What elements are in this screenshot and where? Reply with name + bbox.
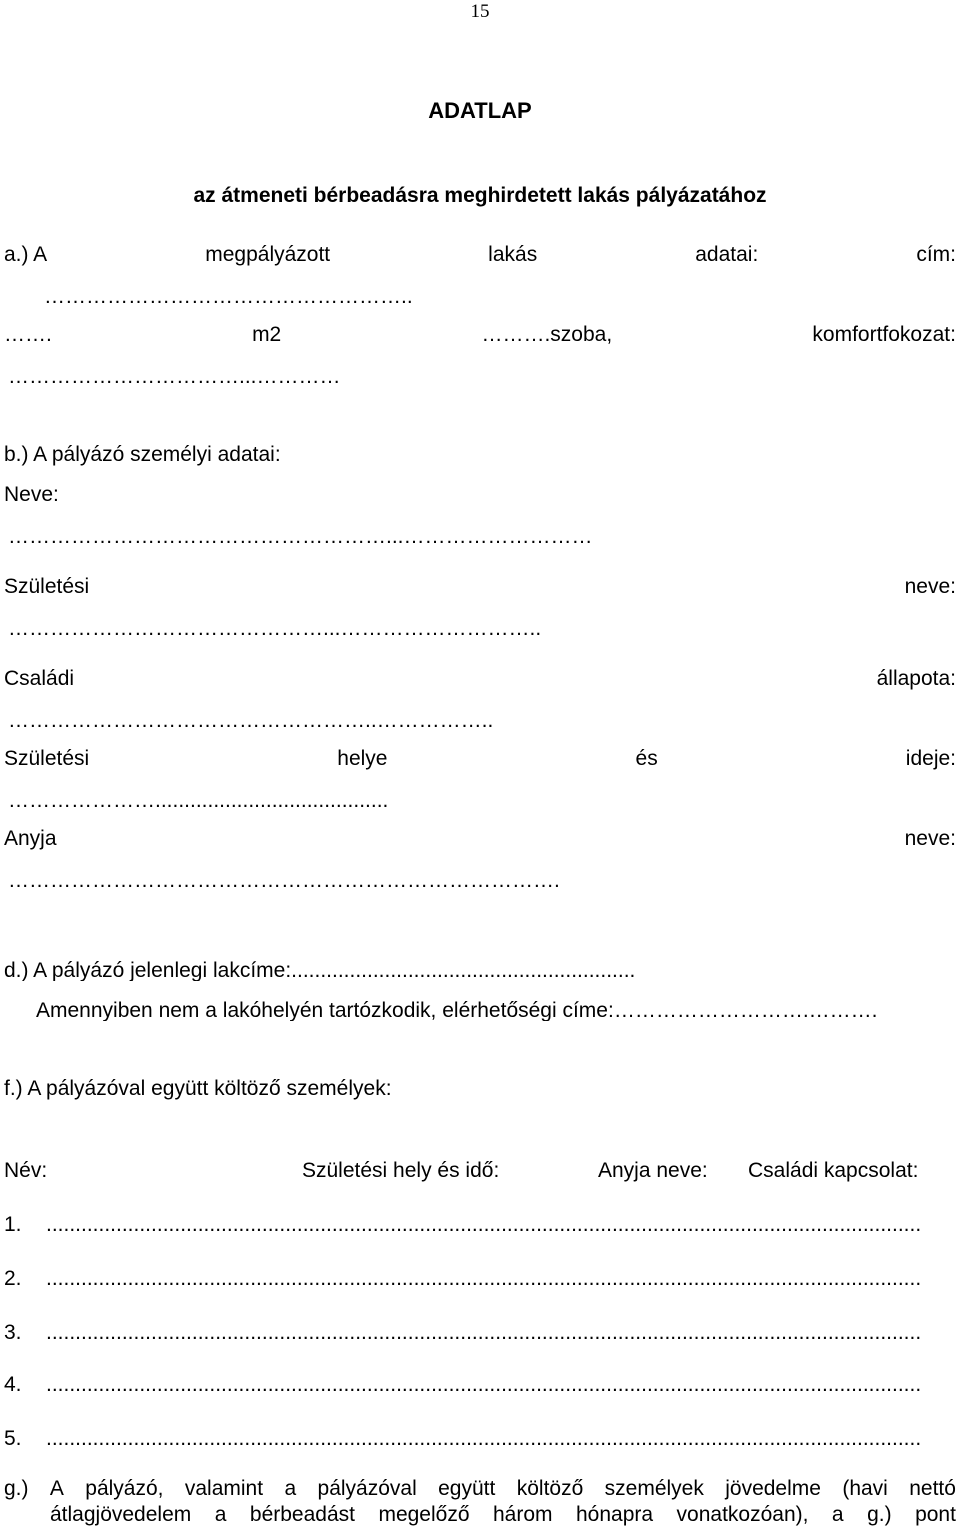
section-a-word: adatai:: [695, 243, 759, 266]
section-b-heading: b.) A pályázó személyi adatai:: [4, 443, 281, 466]
section-g-word: A: [49, 1477, 64, 1500]
person-row[interactable]: [4, 1428, 952, 1449]
marital-status-fill-line[interactable]: ……………………………………………..……………..: [8, 710, 494, 731]
mother-name-label-end: neve:: [904, 827, 956, 850]
marital-status-line: [4, 668, 956, 689]
section-g-word: a: [831, 1503, 844, 1526]
marital-status-label-end: állapota:: [876, 667, 956, 690]
row-fill[interactable]: ......................................................................................................................................................: [46, 1322, 922, 1343]
section-g-word: nettó: [909, 1477, 956, 1500]
row-fill[interactable]: ......................................................................................................................................................: [46, 1428, 922, 1449]
row-fill[interactable]: ......................................................................................................................................................: [46, 1214, 922, 1235]
section-g-word: költöző: [516, 1477, 584, 1500]
birth-place-word: Születési: [4, 747, 90, 770]
current-address-line[interactable]: d.) A pályázó jelenlegi lakcíme:...........................................................: [4, 960, 636, 981]
section-a-word: a.) A: [4, 243, 48, 266]
birth-place-word: helye: [337, 747, 388, 770]
section-g-line-2: [50, 1504, 956, 1525]
page-number: 15: [470, 1, 490, 22]
section-g-word: pont: [915, 1503, 956, 1526]
section-g-word: jövedelme: [725, 1477, 821, 1500]
section-a-word: cím:: [916, 243, 956, 266]
section-g-word: együtt: [438, 1477, 496, 1500]
column-header-birth: Születési hely és idő:: [302, 1159, 500, 1182]
mother-name-fill-line[interactable]: …………………………………………………………………….: [8, 870, 560, 891]
mother-name-line: [4, 828, 956, 849]
column-header-mother: Anyja neve:: [598, 1159, 708, 1182]
name-label: Neve:: [4, 483, 59, 506]
person-row[interactable]: [4, 1322, 952, 1343]
row-number: 5.: [4, 1428, 22, 1449]
column-header-relation: Családi kapcsolat:: [748, 1159, 919, 1182]
section-g-word: a: [214, 1503, 227, 1526]
comfort-label: komfortfokozat:: [812, 323, 956, 346]
row-number: 1.: [4, 1214, 22, 1235]
section-a-word: megpályázott: [205, 243, 331, 266]
section-g-word: g.): [867, 1503, 892, 1526]
section-g-word: pályázó,: [85, 1477, 164, 1500]
section-a-word: lakás: [488, 243, 538, 266]
mother-name-label: Anyja: [4, 827, 57, 850]
birth-name-label-end: neve:: [904, 575, 956, 598]
birth-name-fill-line[interactable]: ………………………………………...………………………..: [8, 618, 542, 639]
section-g-word: megelőző: [378, 1503, 470, 1526]
page-title: ADATLAP: [428, 98, 532, 123]
area-unit: m2: [252, 323, 282, 346]
marital-status-label: Családi: [4, 667, 75, 690]
section-a-line: [4, 244, 956, 265]
section-g-word: (havi: [842, 1477, 888, 1500]
section-g-word: személyek: [604, 1477, 704, 1500]
row-fill[interactable]: ......................................................................................................................................................: [46, 1268, 922, 1289]
section-g-word: pályázóval: [317, 1477, 417, 1500]
person-row[interactable]: [4, 1374, 952, 1395]
birth-place-date-line: [4, 748, 956, 769]
section-g-word: vonatkozóan),: [676, 1503, 809, 1526]
person-row[interactable]: [4, 1214, 952, 1235]
row-number: 2.: [4, 1268, 22, 1289]
contact-address-line[interactable]: Amennyiben nem a lakóhelyén tartózkodik, elérhetőségi címe:……………………….……….: [36, 1000, 878, 1021]
row-fill[interactable]: ......................................................................................................................................................: [46, 1374, 922, 1395]
section-g-word: g.): [4, 1477, 29, 1500]
column-header-name: Név:: [4, 1159, 48, 1182]
section-g-line-1: [4, 1478, 956, 1499]
birth-place-date-fill-line[interactable]: …………………........................................: [8, 790, 389, 811]
section-g-word: hónapra: [575, 1503, 654, 1526]
rooms-fill[interactable]: ……….szoba,: [481, 323, 613, 346]
person-row[interactable]: [4, 1268, 952, 1289]
birth-place-word: ideje:: [905, 747, 956, 770]
address-fill-line[interactable]: ……………………………………………..: [44, 286, 413, 307]
birth-place-word: és: [635, 747, 658, 770]
row-number: 4.: [4, 1374, 22, 1395]
birth-name-label: Születési: [4, 575, 90, 598]
page-subtitle: az átmeneti bérbeadásra meghirdetett lakás pályázatához: [193, 184, 767, 207]
birth-name-line: [4, 576, 956, 597]
section-g-word: átlagjövedelem: [50, 1503, 192, 1526]
row-number: 3.: [4, 1322, 22, 1343]
section-g-word: három: [492, 1503, 553, 1526]
size-rooms-line: [4, 324, 956, 345]
section-f-heading: f.) A pályázóval együtt költöző személyek:: [4, 1077, 392, 1100]
section-g-word: valamint: [184, 1477, 264, 1500]
section-g-word: bérbeadást: [249, 1503, 355, 1526]
area-fill[interactable]: …….: [4, 323, 52, 346]
name-fill-line[interactable]: ………………………………………………...………………………: [8, 526, 593, 547]
comfort-fill-line[interactable]: ……………………………...…………: [8, 366, 341, 387]
section-g-word: a: [284, 1477, 297, 1500]
